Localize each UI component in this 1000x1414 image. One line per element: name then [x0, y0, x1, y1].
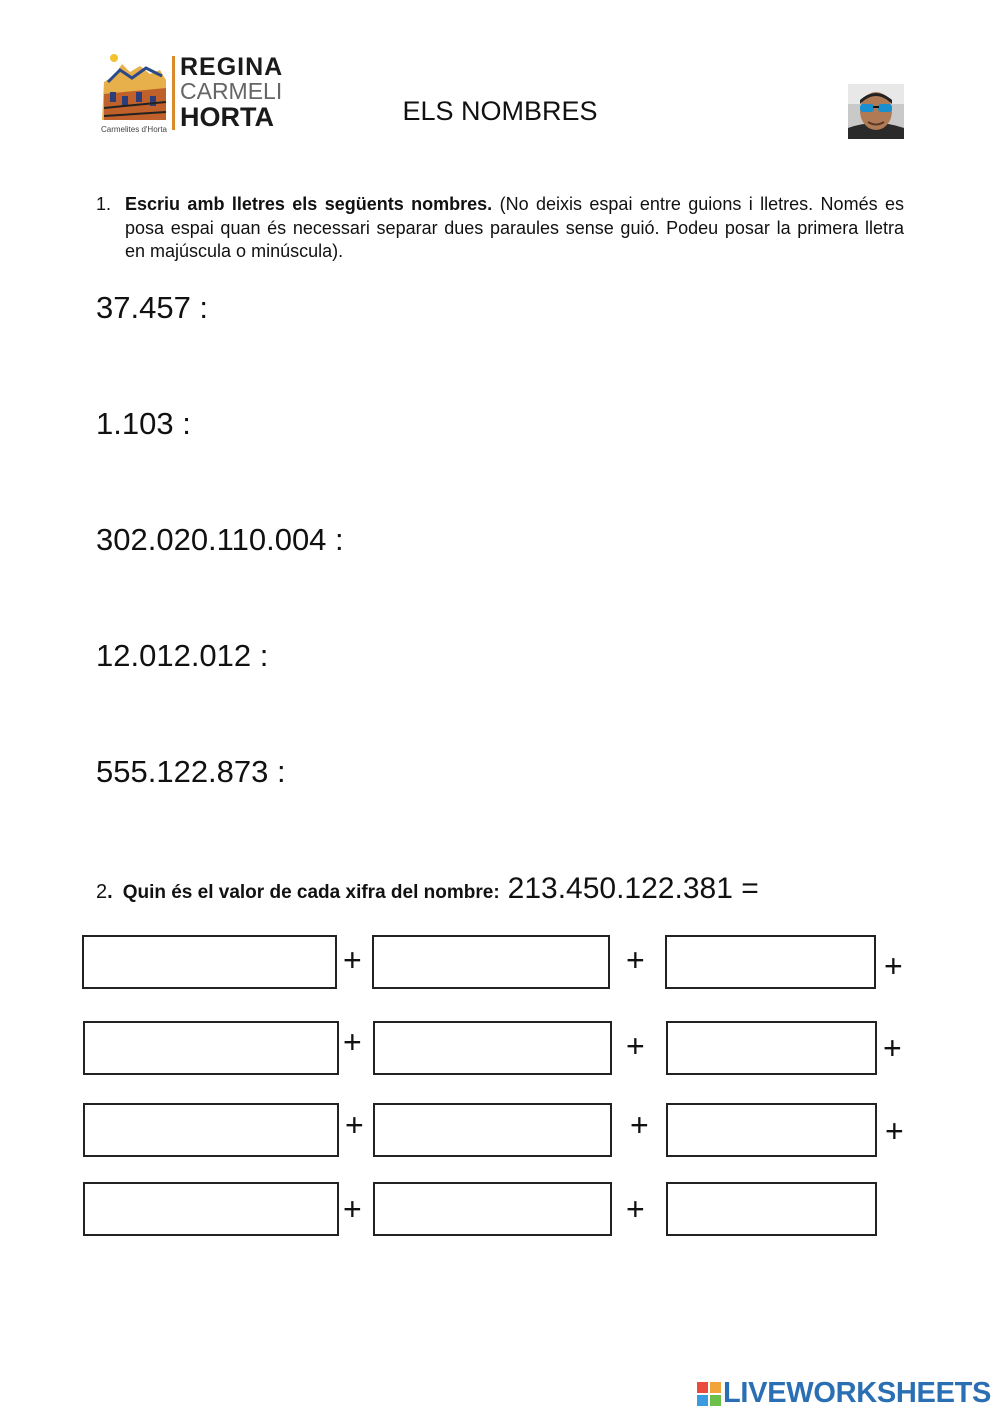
number-item-4: 12.012.012 : — [96, 638, 269, 673]
number-item-2: 1.103 : — [96, 406, 191, 441]
answer-box-7[interactable] — [83, 1103, 339, 1157]
page-title: ELS NOMBRES — [402, 96, 598, 126]
exercise-1-number: 1. — [96, 194, 112, 214]
answer-box-6[interactable] — [666, 1021, 877, 1075]
answer-box-11[interactable] — [373, 1182, 612, 1236]
exercise-2-dot: . — [107, 881, 113, 903]
plus-sign: + — [343, 1024, 362, 1060]
plus-sign: + — [345, 1107, 364, 1143]
exercise-1-instruction-bold: Escriu amb lletres els següents nombres. — [125, 194, 493, 214]
plus-sign: + — [626, 1028, 645, 1064]
logo-line-regina: REGINA — [180, 53, 284, 81]
exercise-2-question — [96, 872, 759, 906]
number-item-5: 555.122.873 : — [96, 754, 286, 789]
answer-box-5[interactable] — [373, 1021, 612, 1075]
school-building-icon — [100, 52, 168, 122]
answer-box-3[interactable] — [665, 935, 876, 989]
exercise-2-question-text: Quin és el valor de cada xifra del nombre: — [122, 882, 500, 903]
logo-line-carmeli: CARMELI — [180, 78, 283, 104]
exercise-1-instructions — [96, 193, 904, 264]
exercise-1-instruction-rest: (No deixis espai entre guions i lletres. Només es posa espai quan és necessari separar dues paraules sense guió. Podeu posar la primera lletra en majúscula o minúscula). — [125, 194, 904, 261]
answer-box-1[interactable] — [82, 935, 337, 989]
plus-sign: + — [885, 1113, 904, 1149]
logo-line-horta: HORTA — [180, 102, 274, 132]
plus-sign: + — [343, 1191, 362, 1227]
avatar — [848, 84, 904, 139]
school-logo — [100, 52, 284, 137]
plus-sign: + — [626, 942, 645, 978]
plus-sign: + — [630, 1107, 649, 1143]
answer-box-8[interactable] — [373, 1103, 612, 1157]
answer-box-12[interactable] — [666, 1182, 877, 1236]
avatar-photo-icon — [848, 84, 904, 139]
answer-box-4[interactable] — [83, 1021, 339, 1075]
plus-sign: + — [883, 1030, 902, 1066]
plus-sign: + — [884, 948, 903, 984]
plus-sign: + — [343, 942, 362, 978]
liveworksheets-wordmark: LIVEWORKSHEETS — [723, 1377, 992, 1409]
plus-sign: + — [626, 1191, 645, 1227]
answer-box-10[interactable] — [83, 1182, 339, 1236]
exercise-1-text — [125, 193, 904, 264]
answer-box-2[interactable] — [372, 935, 610, 989]
exercise-2-target-number: 213.450.122.381 = — [507, 872, 759, 905]
number-item-1: 37.457 : — [96, 290, 209, 325]
number-item-3: 302.020.110.004 : — [96, 522, 344, 557]
exercise-2-number: 2 — [96, 881, 108, 903]
logo-subtitle: Carmelites d'Horta — [101, 125, 167, 134]
answer-box-9[interactable] — [666, 1103, 877, 1157]
logo-divider — [172, 56, 175, 130]
liveworksheets-logo-icon — [697, 1382, 721, 1406]
